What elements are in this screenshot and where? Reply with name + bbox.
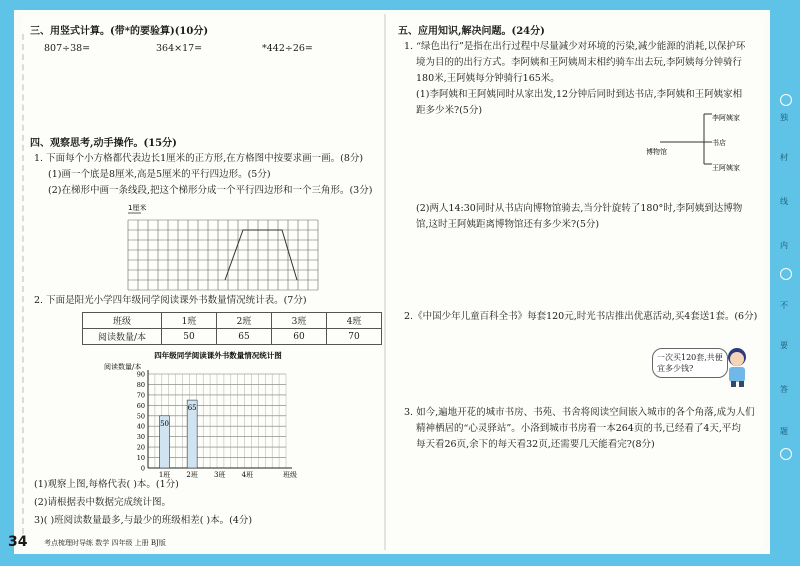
y-tick-label: 0 [140,464,145,473]
y-axis-label: 阅读数量/本 [104,363,142,371]
map-label-bookstore: 书店 [712,139,726,147]
problem1-line1: 1. “绿色出行”是指在出行过程中尽量减少对环境的污染,减少能源的消耗,以保护环 [404,41,746,52]
table-header-cell: 4班 [327,313,382,329]
binding-hole [780,268,792,280]
route-map [640,108,770,178]
y-tick-label: 70 [136,391,145,400]
y-tick-label: 50 [136,412,145,421]
table-header-cell: 3班 [272,313,327,329]
footer-text: 考点梳理时导练 数学 四年级 上册 BJ版 [44,539,166,547]
page-number: 34 [8,534,28,550]
binding-hole [780,94,792,106]
child-illustration [720,344,754,388]
bar-value-label: 65 [187,404,197,413]
question-2a: (1)观察上图,每格代表( )本。(1分) [34,479,179,490]
question-2: 2. 下面是阳光小学四年级同学阅读课外书数量情况统计表。(7分) [34,295,307,306]
sidebar-char: 村 [780,153,788,162]
reading-table [82,312,382,345]
problem3-line1: 3. 如今,遍地开花的城市书房、书苑、书舍将阅读空间嵌入城市的各个角落,成为人们 [404,407,755,418]
section5-title: 五、应用知识,解决问题。(24分) [398,26,545,37]
table-row-label: 阅读数量/本 [83,329,162,345]
problem3-line3: 每天看26页,余下的每天看32页,还需要几天能看完?(8分) [416,439,655,450]
y-tick-label: 80 [136,380,145,389]
y-tick-label: 40 [136,422,145,431]
sidebar-char: 要 [780,341,788,350]
problem2: 2.《中国少年儿童百科全书》每套120元,时光书店推出优惠活动,买4套送1套。(6分) [404,311,758,322]
sidebar-char: 答 [780,385,788,394]
section3-title: 三、用竖式计算。(带*的要验算)(10分) [30,26,209,37]
square-grid [108,200,328,292]
question-1a: (1)画一个底是8厘米,高是5厘米的平行四边形。(5分) [48,169,271,180]
question-1b: (2)在梯形中画一条线段,把这个梯形分成一个平行四边形和一个三角形。(3分) [48,185,373,196]
problem1b-line2: 馆,这时王阿姨距离博物馆还有多少米?(5分) [416,219,600,230]
map-label-wang: 王阿姨家 [712,164,740,172]
sidebar-char: 独 [780,113,788,122]
y-tick-label: 20 [136,443,145,452]
bar-chart [100,350,330,480]
table-header-cell: 班级 [83,313,162,329]
calc-item-3: *442÷26= [262,43,313,54]
y-tick-label: 90 [136,370,145,379]
calc-item-1: 807÷38= [44,43,91,54]
grid-unit-label: 1厘米 [128,204,147,212]
sidebar-strip [770,10,800,554]
question-2b: (2)请根据表中数据完成统计图。 [34,497,171,508]
table-cell: 65 [217,329,272,345]
sidebar-char: 内 [780,241,788,250]
x-tick-label: 3班 [214,471,226,479]
left-page-shadow [384,14,386,550]
section4-title: 四、观察思考,动手操作。(15分) [30,138,177,149]
map-label-museum: 博物馆 [646,148,667,156]
table-cell: 70 [327,329,382,345]
table-cell: 60 [272,329,327,345]
x-tick-label: 1班 [158,471,171,479]
x-axis-label: 班级 [283,471,297,479]
question-1: 1. 下面每个小方格都代表边长1厘米的正方形,在方格图中按要求画一画。(8分) [34,153,364,164]
y-tick-label: 60 [136,401,145,410]
problem1-line3: 180米,王阿姨每分钟骑行165米。 [416,73,560,84]
problem1a-line1: (1)李阿姨和王阿姨同时从家出发,12分钟后同时到达书店,李阿姨和王阿姨家相 [416,89,743,100]
x-tick-label: 4班 [241,471,254,479]
problem1-line2: 境为目的的出行方式。李阿姨和王阿姨周末相约骑车出去玩,李阿姨每分钟骑行 [416,57,743,68]
table-header-cell: 2班 [217,313,272,329]
problem3-line2: 精神栖居的“心灵驿站”。小洛到城市书房看一本264页的书,已经看了4天,平均 [416,423,741,434]
table-cell: 50 [162,329,217,345]
sidebar-char: 不 [780,301,788,310]
map-label-li: 李阿姨家 [712,114,740,122]
table-header-cell: 1班 [162,313,217,329]
table-header-row [83,313,382,329]
sidebar-char: 题 [780,427,788,436]
chart-title: 四年级同学阅读课外书数量情况统计图 [154,351,282,360]
binding-hole [780,448,792,460]
table-row [83,329,382,345]
calc-item-2: 364×17= [156,43,203,54]
y-tick-label: 10 [136,454,145,463]
bar-value-label: 50 [160,419,170,428]
sidebar-char: 线 [780,197,788,206]
x-tick-label: 2班 [186,471,198,479]
speech-bubble: 一次买120套,共便宜多少钱? [652,348,728,378]
trapezoid-shape [225,230,297,280]
problem1b-line1: (2)两人14:30同时从书店向博物馆骑去,当分针旋转了180°时,李阿姨到达博物 [416,203,743,214]
problem1a-line2: 距多少米?(5分) [416,105,483,116]
binding-rings [22,34,32,534]
question-2c: 3)( )班阅读数量最多,与最少的班级相差( )本。(4分) [34,515,253,526]
y-tick-label: 30 [136,433,145,442]
